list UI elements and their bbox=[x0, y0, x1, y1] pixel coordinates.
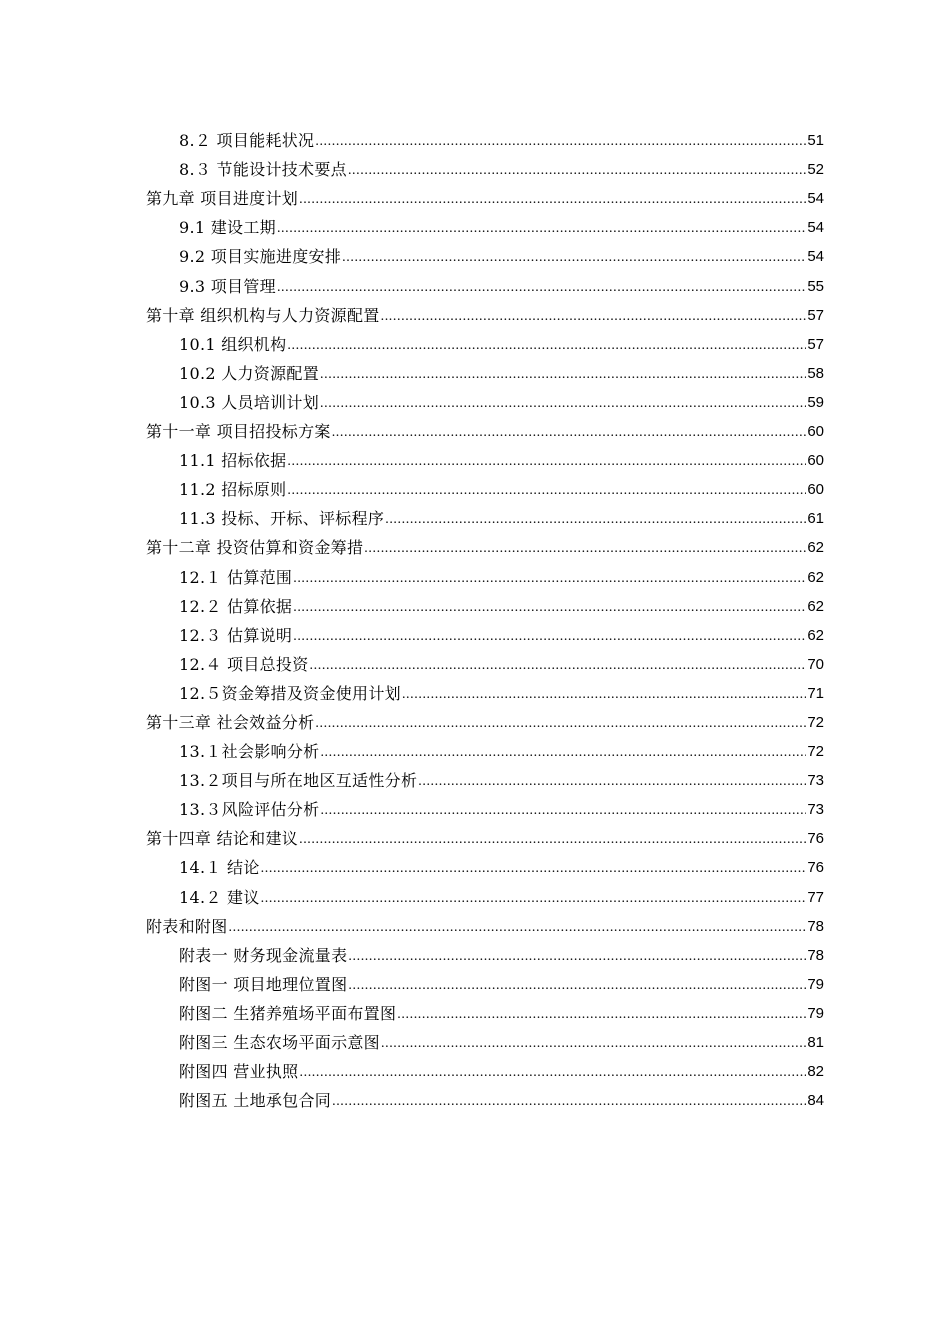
toc-entry-title: 附图一 项目地理位置图 bbox=[179, 974, 348, 994]
toc-entry-title: 13.３风险评估分析 bbox=[179, 800, 320, 820]
toc-entry[interactable] bbox=[146, 180, 824, 209]
dot-leader bbox=[348, 977, 806, 995]
dot-leader bbox=[287, 337, 806, 355]
dot-leader bbox=[385, 511, 806, 529]
toc-entry[interactable] bbox=[146, 413, 824, 442]
toc-entry[interactable] bbox=[146, 471, 824, 500]
toc-entry[interactable] bbox=[146, 384, 824, 413]
toc-entry[interactable] bbox=[146, 267, 824, 296]
toc-entry-title: 第十四章 结论和建议 bbox=[146, 829, 299, 849]
dot-leader bbox=[287, 482, 806, 500]
dot-leader bbox=[229, 919, 807, 937]
toc-entry-page-number: 62 bbox=[807, 597, 824, 615]
toc-entry[interactable] bbox=[146, 1024, 824, 1053]
toc-entry[interactable] bbox=[146, 646, 824, 675]
toc-entry-title: 11.2 招标原则 bbox=[179, 480, 287, 500]
toc-entry-title: 10.2 人力资源配置 bbox=[179, 363, 320, 383]
toc-entry-page-number: 60 bbox=[807, 481, 824, 499]
toc-entry-title: 第十一章 项目招投标方案 bbox=[146, 422, 331, 442]
toc-entry-title: 9.1 建设工期 bbox=[179, 218, 276, 238]
toc-entry-title: 9.3 项目管理 bbox=[179, 276, 276, 296]
dot-leader bbox=[293, 599, 806, 617]
toc-entry-title: 第九章 项目进度计划 bbox=[146, 189, 299, 209]
dot-leader bbox=[261, 890, 807, 908]
toc-entry-page-number: 61 bbox=[807, 510, 824, 528]
toc-entry[interactable] bbox=[146, 878, 824, 907]
toc-entry[interactable] bbox=[146, 122, 824, 151]
toc-entry-page-number: 70 bbox=[807, 655, 824, 673]
toc-entry-page-number: 79 bbox=[807, 1004, 824, 1022]
toc-entry-title: 12.２ 估算依据 bbox=[179, 596, 293, 616]
toc-entry[interactable] bbox=[146, 937, 824, 966]
dot-leader bbox=[381, 1035, 806, 1053]
toc-entry-page-number: 77 bbox=[807, 888, 824, 906]
dot-leader bbox=[300, 1064, 807, 1082]
toc-entry[interactable] bbox=[146, 238, 824, 267]
toc-entry-page-number: 78 bbox=[807, 946, 824, 964]
toc-entry-page-number: 54 bbox=[807, 248, 824, 266]
toc-entry-page-number: 59 bbox=[807, 393, 824, 411]
toc-entry[interactable] bbox=[146, 442, 824, 471]
toc-entry-title: 11.3 投标、开标、评标程序 bbox=[179, 509, 385, 529]
toc-entry-page-number: 52 bbox=[807, 161, 824, 179]
toc-entry[interactable] bbox=[146, 733, 824, 762]
toc-entry[interactable] bbox=[146, 558, 824, 587]
toc-entry[interactable] bbox=[146, 1082, 824, 1111]
toc-entry-page-number: 62 bbox=[807, 626, 824, 644]
toc-entry-page-number: 54 bbox=[807, 219, 824, 237]
toc-entry-page-number: 79 bbox=[807, 975, 824, 993]
toc-entry-title: 8.３ 节能设计技术要点 bbox=[179, 160, 347, 180]
toc-entry-title: 11.1 招标依据 bbox=[179, 451, 287, 471]
toc-entry[interactable] bbox=[146, 151, 824, 180]
dot-leader bbox=[315, 715, 806, 733]
toc-entry[interactable] bbox=[146, 297, 824, 326]
toc-entry-page-number: 62 bbox=[807, 539, 824, 557]
toc-entry-title: 附图三 生态农场平面示意图 bbox=[179, 1033, 380, 1052]
toc-entry[interactable] bbox=[146, 529, 824, 558]
dot-leader bbox=[310, 657, 807, 675]
toc-entry-page-number: 54 bbox=[807, 190, 824, 208]
dot-leader bbox=[320, 802, 806, 820]
dot-leader bbox=[418, 773, 806, 791]
toc-entry-title: 附表一 财务现金流量表 bbox=[179, 945, 348, 965]
toc-entry-page-number: 78 bbox=[807, 917, 824, 935]
toc-entry-title: 附图二 生猪养殖场平面布置图 bbox=[179, 1003, 397, 1023]
toc-entry-title: 14.１ 结论 bbox=[179, 858, 260, 878]
dot-leader bbox=[277, 220, 806, 238]
dot-leader bbox=[293, 628, 806, 646]
toc-entry-page-number: 84 bbox=[807, 1092, 824, 1110]
toc-entry-page-number: 82 bbox=[807, 1063, 824, 1081]
toc-entry-page-number: 73 bbox=[807, 772, 824, 790]
dot-leader bbox=[287, 453, 806, 471]
toc-entry[interactable] bbox=[146, 704, 824, 733]
dot-leader bbox=[332, 424, 807, 442]
toc-entry[interactable] bbox=[146, 588, 824, 617]
toc-entry-title: 13.２项目与所在地区互适性分析 bbox=[179, 771, 418, 791]
dot-leader bbox=[332, 1093, 806, 1111]
toc-entry-title: 第十章 组织机构与人力资源配置 bbox=[146, 305, 380, 325]
toc-entry-page-number: 55 bbox=[807, 277, 824, 295]
toc-entry[interactable] bbox=[146, 355, 824, 384]
toc-entry-title: 12.３ 估算说明 bbox=[179, 625, 293, 645]
toc-entry[interactable] bbox=[146, 326, 824, 355]
toc-entry-page-number: 60 bbox=[807, 423, 824, 441]
toc-entry-title: 12.４ 项目总投资 bbox=[179, 654, 309, 674]
toc-entry-title: 13.１社会影响分析 bbox=[179, 742, 320, 762]
dot-leader bbox=[293, 570, 806, 588]
toc-entry[interactable] bbox=[146, 908, 824, 937]
toc-entry-title: 10.1 组织机构 bbox=[179, 334, 287, 354]
toc-entry-page-number: 60 bbox=[807, 452, 824, 470]
toc-entry[interactable] bbox=[146, 820, 824, 849]
toc-entry[interactable] bbox=[146, 1053, 824, 1082]
toc-entry-page-number: 76 bbox=[807, 859, 824, 877]
toc-entry[interactable] bbox=[146, 762, 824, 791]
toc-entry[interactable] bbox=[146, 675, 824, 704]
toc-entry[interactable] bbox=[146, 500, 824, 529]
toc-entry-title: 第十二章 投资估算和资金筹措 bbox=[146, 538, 364, 558]
toc-entry-page-number: 71 bbox=[807, 684, 824, 702]
dot-leader bbox=[397, 1006, 806, 1024]
toc-entry[interactable] bbox=[146, 849, 824, 878]
dot-leader bbox=[348, 162, 806, 180]
toc-entry-page-number: 62 bbox=[807, 568, 824, 586]
dot-leader bbox=[299, 191, 806, 209]
dot-leader bbox=[381, 308, 807, 326]
toc-entry-page-number: 72 bbox=[807, 743, 824, 761]
dot-leader bbox=[402, 686, 806, 704]
dot-leader bbox=[261, 860, 807, 878]
dot-leader bbox=[299, 831, 806, 849]
dot-leader bbox=[364, 540, 806, 558]
dot-leader bbox=[348, 948, 806, 966]
toc-entry-page-number: 57 bbox=[807, 306, 824, 324]
toc-entry-title: 9.2 项目实施进度安排 bbox=[179, 247, 342, 267]
toc-entry-title: 12.５资金筹措及资金使用计划 bbox=[179, 683, 401, 703]
toc-entry-page-number: 51 bbox=[807, 132, 824, 150]
toc-entry-page-number: 81 bbox=[807, 1034, 824, 1051]
toc-entry-title: 附图五 土地承包合同 bbox=[179, 1091, 332, 1111]
dot-leader bbox=[320, 395, 806, 413]
toc-entry-page-number: 73 bbox=[807, 801, 824, 819]
toc-entry-title: 10.3 人员培训计划 bbox=[179, 392, 320, 412]
toc-entry-title: 附图四 营业执照 bbox=[179, 1062, 299, 1082]
toc-entry-page-number: 76 bbox=[807, 830, 824, 848]
dot-leader bbox=[342, 249, 806, 267]
toc-entry[interactable] bbox=[146, 617, 824, 646]
toc-entry-title: 14.２ 建议 bbox=[179, 887, 260, 907]
table-of-contents bbox=[146, 122, 824, 1111]
toc-entry-title: 第十三章 社会效益分析 bbox=[146, 712, 315, 732]
toc-entry-title: 8.２ 项目能耗状况 bbox=[179, 131, 315, 151]
toc-entry-page-number: 57 bbox=[807, 335, 824, 353]
toc-entry-page-number: 58 bbox=[807, 364, 824, 382]
toc-entry[interactable] bbox=[146, 995, 824, 1024]
toc-entry-title: 12.１ 估算范围 bbox=[179, 567, 293, 587]
dot-leader bbox=[320, 366, 806, 384]
toc-entry[interactable] bbox=[146, 791, 824, 820]
toc-entry[interactable] bbox=[146, 209, 824, 238]
toc-entry-page-number: 72 bbox=[807, 713, 824, 731]
dot-leader bbox=[320, 744, 806, 762]
toc-entry[interactable] bbox=[146, 966, 824, 995]
dot-leader bbox=[315, 133, 806, 151]
dot-leader bbox=[277, 279, 806, 297]
toc-entry-title: 附表和附图 bbox=[146, 916, 228, 936]
